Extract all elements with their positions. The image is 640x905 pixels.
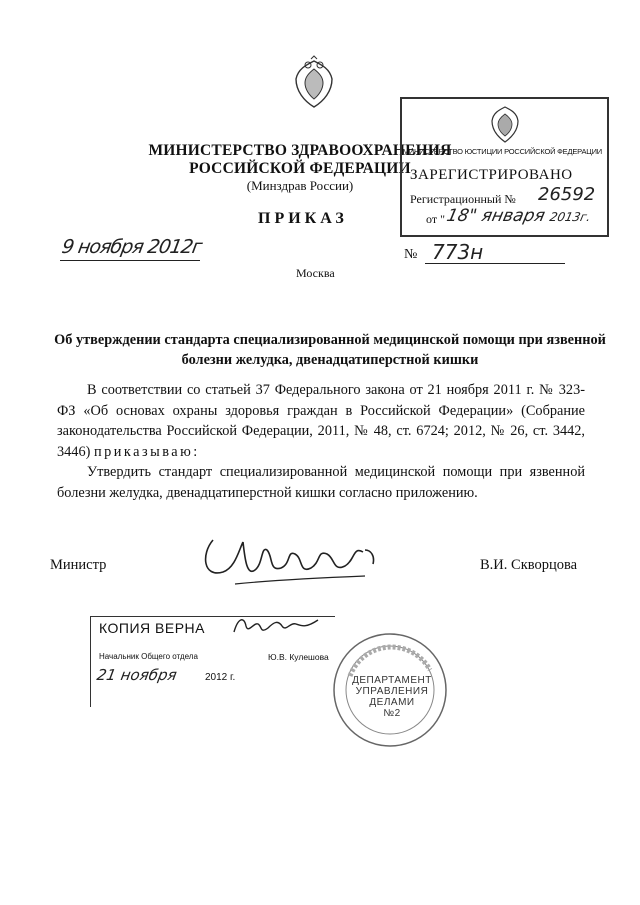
order-number-label: № — [404, 247, 418, 262]
document-body — [57, 380, 585, 503]
signer-name: В.И. Скворцова — [480, 557, 578, 573]
reg-number: 26592 — [538, 184, 596, 205]
ministry-line2: РОССИЙСКОЙ ФЕДЕРАЦИИ — [189, 160, 411, 177]
stamp-department: МИНИСТЕРСТВО ЮСТИЦИИ РОССИЙСКОЙ ФЕДЕРАЦИИ — [402, 147, 602, 156]
seal-line3: ДЕЛАМИ — [369, 697, 415, 708]
seal-line2: УПРАВЛЕНИЯ — [355, 686, 429, 697]
paragraph-1 — [57, 380, 585, 462]
copy-stamp-name: Ю.В. Кулешова — [268, 652, 329, 662]
copy-stamp-date: 21 ноября — [95, 666, 179, 684]
reg-number-label: Регистрационный № — [410, 192, 516, 206]
order-number: 773н — [432, 240, 484, 264]
copy-stamp-title: КОПИЯ ВЕРНА — [99, 620, 205, 636]
paragraph-1-text: В соответствии со статьей 37 Федерального закона от 21 ноября 2011 г. № 323-ФЗ «Об основах охраны здоровья граждан в Российской Федерации» (Собрание законодательства Российской Федерации, 2011, № 48, ст. 6724; 2012, № 26, ст. 3442, 3446) — [57, 382, 585, 460]
reg-date — [445, 206, 593, 226]
round-seal-text — [352, 675, 432, 719]
stamp-crest-icon — [488, 103, 522, 145]
ministry-short-name: (Минздрав России) — [246, 178, 354, 193]
stamp-title: ЗАРЕГИСТРИРОВАНО — [410, 167, 573, 183]
copy-signature — [228, 612, 328, 638]
ministry-line1: МИНИСТЕРСТВО ЗДРАВООХРАНЕНИЯ — [148, 142, 452, 159]
order-word: приказываю: — [93, 443, 200, 460]
reg-date-month: " января — [466, 206, 547, 226]
reg-date-year: 2013г. — [548, 210, 593, 224]
date-underline — [60, 260, 200, 261]
coat-of-arms-icon — [292, 55, 336, 111]
copy-stamp-year: 2012 г. — [205, 672, 236, 683]
minister-signature — [195, 520, 385, 600]
document-heading: Об утверждении стандарта специализированной медицинской помощи при язвенной болезни желудка, двенадцатиперстной кишки — [54, 332, 606, 368]
paragraph-2: Утвердить стандарт специализированной медицинской помощи при язвенной болезни желудка, двенадцатиперстной кишки согласно приложению. — [57, 464, 585, 501]
seal-line4: №2 — [383, 708, 401, 719]
number-underline — [425, 263, 565, 264]
order-date: 9 ноября 2012г — [60, 236, 204, 258]
seal-line1: ДЕПАРТАМЕНТ — [352, 675, 432, 686]
document-type: ПРИКАЗ — [258, 210, 348, 227]
reg-date-prefix: от " — [426, 212, 445, 226]
signer-position: Министр — [50, 557, 107, 573]
copy-stamp-position: Начальник Общего отдела — [99, 652, 198, 661]
reg-date-day: 18 — [444, 206, 471, 226]
city: Москва — [296, 266, 335, 280]
